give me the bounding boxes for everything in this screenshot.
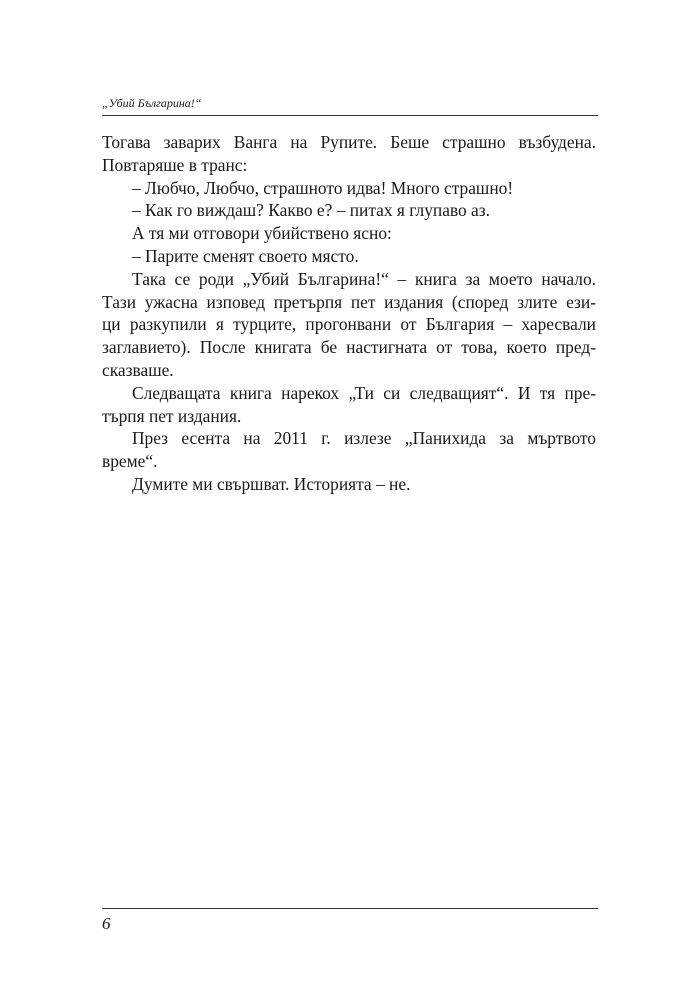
- text-line: Така се роди „Убий Българина!“ – книга за моето начало.: [132, 268, 596, 289]
- header-rule: [102, 115, 598, 116]
- paragraph: [102, 199, 596, 222]
- paragraph: [102, 473, 596, 496]
- text-line: търпя пет издания.: [102, 405, 242, 426]
- paragraph: [102, 177, 596, 200]
- footer-rule: [102, 908, 598, 909]
- text-line: – Любчо, Любчо, страшното идва! Много страшно!: [132, 177, 514, 198]
- text-line: Думите ми свършват. Историята – не.: [132, 473, 411, 494]
- body-text: [102, 131, 596, 496]
- paragraph: [102, 382, 596, 428]
- text-line: Тази ужасна изповед претърпя пет издания (според злите ези-: [102, 291, 596, 312]
- text-line: А тя ми отговори убийствено ясно:: [132, 223, 392, 244]
- text-line: ци разкупили я турците, прогонвани от България – харесвали: [102, 314, 596, 335]
- text-line: – Как го виждаш? Какво е? – питах я глупаво аз.: [132, 200, 490, 221]
- text-line: Повтаряше в транс:: [102, 154, 248, 175]
- text-line: заглавието). После книгата бе настигната от това, което пред-: [102, 337, 596, 358]
- paragraph: [102, 268, 596, 382]
- running-title: „Убий Българина!“: [102, 96, 202, 110]
- paragraph: [102, 131, 596, 177]
- text-line: Тогава заварих Ванга на Рупите. Беше страшно възбудена.: [102, 132, 596, 152]
- text-line: През есента на 2011 г. излезе „Панихида за мъртвото: [132, 428, 596, 449]
- page-number: 6: [102, 914, 111, 933]
- paragraph: [102, 427, 596, 473]
- paragraph: [102, 245, 596, 268]
- text-line: време“.: [102, 451, 158, 472]
- paragraph: [102, 222, 596, 245]
- text-line: сказваше.: [102, 359, 174, 380]
- text-line: – Парите сменят своето място.: [132, 245, 359, 266]
- text-line: Следващата книга нарекох „Ти си следващият“. И тя пре-: [132, 382, 596, 403]
